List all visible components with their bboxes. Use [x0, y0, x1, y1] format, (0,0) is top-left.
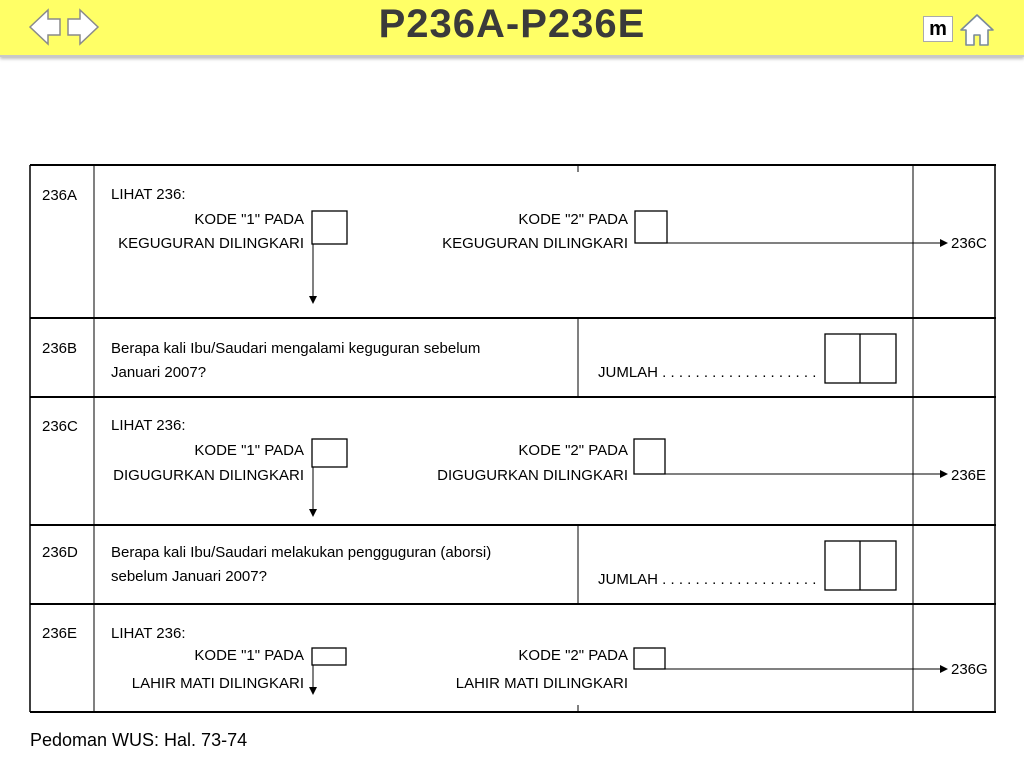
page-title: P236A-P236E — [378, 2, 646, 46]
question-code: 236B — [42, 340, 78, 357]
option2-line2: KEGUGURAN DILINGKARI — [442, 235, 628, 252]
skip-target: 236E — [951, 467, 987, 484]
question-text-line2: Januari 2007? — [111, 364, 207, 381]
question-text-line2: sebelum Januari 2007? — [111, 568, 267, 585]
answer-label: JUMLAH . . . . . . . . . . . . . . . . . . . — [598, 571, 817, 588]
header-bar — [0, 0, 1024, 57]
option2-line1: KODE "2" PADA — [518, 442, 628, 459]
option2-line1: KODE "2" PADA — [518, 647, 628, 664]
option1-line1: KODE "1" PADA — [194, 442, 304, 459]
option2-line2: LAHIR MATI DILINGKARI — [455, 675, 628, 692]
home-icon — [958, 12, 996, 48]
question-code: 236C — [42, 418, 78, 435]
option2-line2: DIGUGURKAN DILINGKARI — [437, 467, 628, 484]
option2-line1: KODE "2" PADA — [518, 211, 628, 228]
question-code: 236D — [42, 544, 78, 561]
option1-line1: KODE "1" PADA — [194, 647, 304, 664]
question-text: LIHAT 236: — [111, 417, 186, 434]
option1-line2: DIGUGURKAN DILINGKARI — [113, 467, 304, 484]
question-code: 236E — [42, 625, 78, 642]
question-text: LIHAT 236: — [111, 186, 186, 203]
menu-button[interactable]: m — [923, 16, 953, 42]
question-text: LIHAT 236: — [111, 625, 186, 642]
answer-label: JUMLAH . . . . . . . . . . . . . . . . . . . — [598, 364, 817, 381]
option1-line2: KEGUGURAN DILINGKARI — [118, 235, 304, 252]
home-button[interactable] — [958, 12, 996, 53]
option1-line1: KODE "1" PADA — [194, 211, 304, 228]
skip-target: 236C — [951, 235, 987, 252]
footer-reference: Pedoman WUS: Hal. 73-74 — [30, 730, 248, 750]
question-text-line1: Berapa kali Ibu/Saudari mengalami keguguran sebelum — [111, 340, 481, 357]
option1-line2: LAHIR MATI DILINGKARI — [131, 675, 304, 692]
question-text-line1: Berapa kali Ibu/Saudari melakukan pengguguran (aborsi) — [111, 544, 492, 561]
question-code: 236A — [42, 187, 78, 204]
questionnaire-table — [29, 164, 997, 714]
skip-target: 236G — [951, 661, 988, 678]
